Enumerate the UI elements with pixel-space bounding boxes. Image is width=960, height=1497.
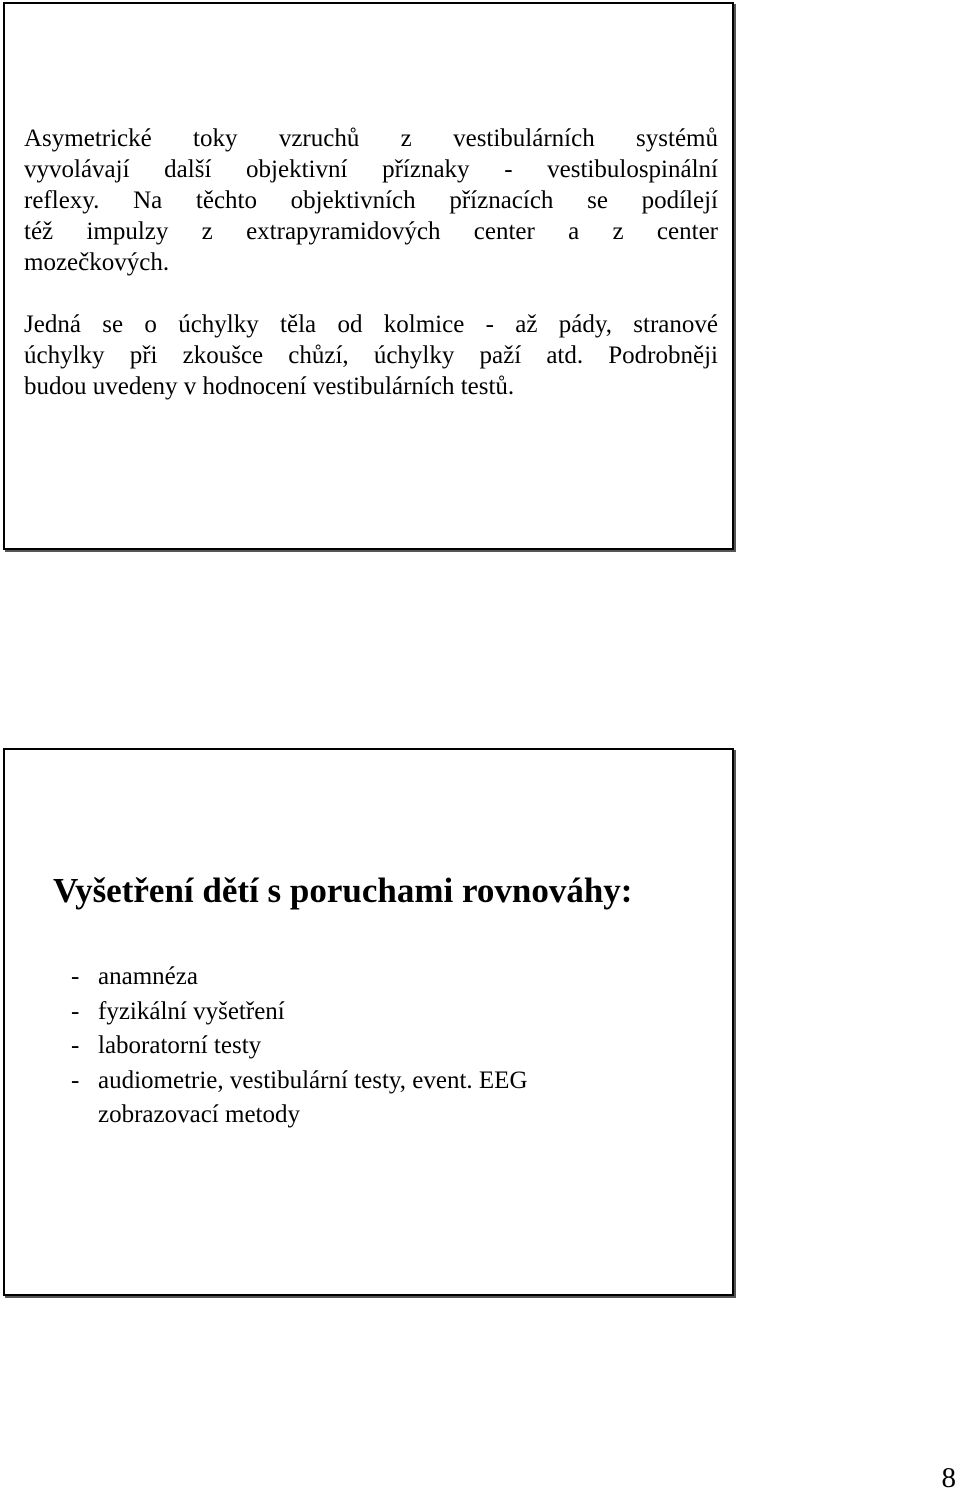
paragraph-body-deviations [24,309,718,402]
text-line: vyvolávají další objektivní příznaky - vestibulospinální [24,156,718,183]
list-item [71,995,528,1030]
list-item-text: laboratorní testy [98,1032,262,1059]
text-line: reflexy. Na těchto objektivních příznacích se podílejí [24,187,718,214]
text-line: Jedná se o úchylky těla od kolmice - až pády, stranové [24,311,718,338]
paragraph-vestibulospinal-reflexes [24,123,718,278]
list-item [71,1064,528,1133]
text-line: mozečkových. [24,249,170,276]
text-line: též impulzy z extrapyramidových center a z center [24,218,718,245]
list-item-text: anamnéza [98,963,198,990]
dash-bullet: - [71,997,80,1025]
slide-2 [3,748,734,1296]
slide-1 [3,2,734,550]
examination-list [71,960,528,1133]
list-item [71,1029,528,1064]
page-number: 8 [941,1462,956,1494]
text-line: Asymetrické toky vzruchů z vestibulárních systémů [24,125,718,152]
dash-bullet: - [71,1032,80,1059]
list-item-continuation: zobrazovací metody [98,1101,300,1128]
dash-bullet: - [71,1066,80,1094]
text-line: úchylky při zkoušce chůzí, úchylky paží atd. Podrobněji [24,342,718,369]
list-item [71,960,528,995]
list-item-text: fyzikální vyšetření [98,997,285,1025]
slide-title: Vyšetření dětí s poruchami rovnováhy: [53,871,633,910]
dash-bullet: - [71,963,80,990]
text-line: budou uvedeny v hodnocení vestibulárních testů. [24,373,515,400]
list-item-text: audiometrie, vestibulární testy, event. EEG [98,1066,528,1094]
